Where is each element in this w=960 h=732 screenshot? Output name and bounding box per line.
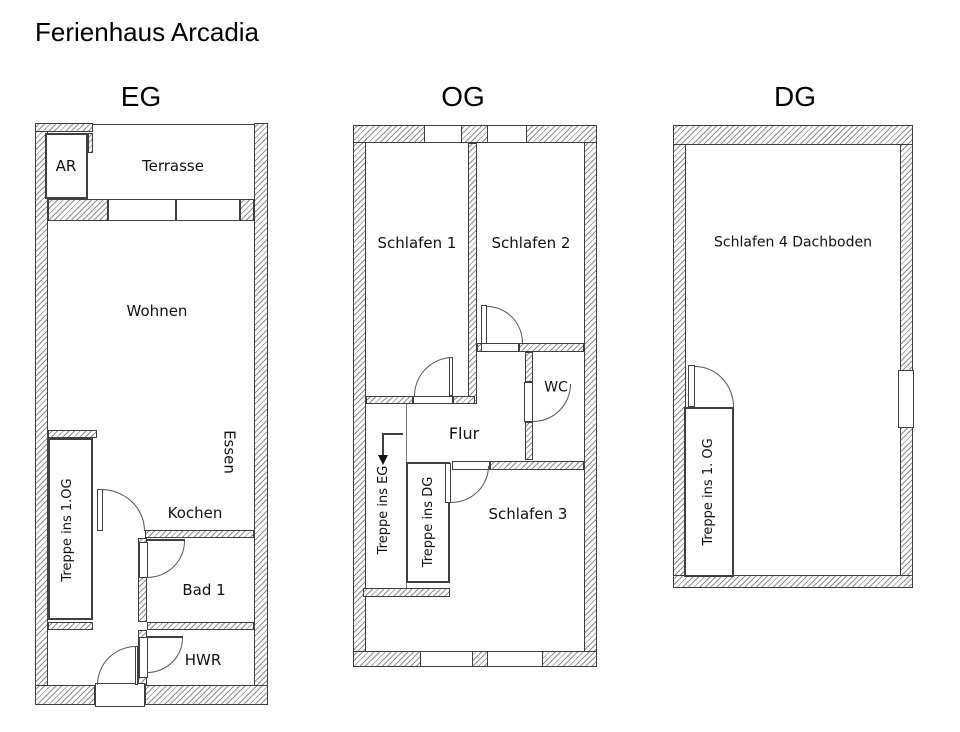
og-wall-stair-stub [363,588,450,597]
eg-wall-stub-below-stair [48,622,93,630]
eg-label-terrasse: Terrasse [142,156,204,175]
og-label-flur: Flur [448,424,480,444]
eg-terrace-window-2 [176,199,240,221]
eg-label-wohnen: Wohnen [126,301,188,320]
eg-label-hwr: HWR [184,650,222,669]
og-label-schlafen2: Schlafen 2 [491,233,571,252]
og-window-bottom-2 [487,651,543,667]
og-wall-wc-lower [525,422,533,460]
og-s2-door-arc [487,306,523,343]
og-wall-right [584,125,597,667]
og-s1-door-frame [413,396,453,404]
eg-wall-bottom-right [145,685,268,705]
og-label-treppe-eg: Treppe ins EG [375,465,391,555]
og-label-wc: WC [544,379,568,396]
og-s1-door-arc [414,357,453,396]
eg-wall-terrace-band-right [240,199,254,221]
eg-wall-bad-hwr-band [147,622,254,630]
eg-entry-door-frame [95,683,145,707]
eg-terrace-edge-line [93,124,254,125]
eg-wall-kochen-band [145,530,254,538]
og-wall-wc-upper [525,352,533,382]
og-wall-left [353,125,366,667]
og-s2-door-frame [481,343,519,352]
og-label-treppe-dg: Treppe ins DG [420,476,436,568]
eg-wall-ar-stub [88,133,93,153]
og-stair-arrow-horizontal [383,433,403,435]
floor-header-dg: DG [774,81,816,112]
dg-label-treppe-og: Treppe ins 1. OG [700,438,716,546]
page-title: Ferienhaus Arcadia [35,17,260,47]
eg-wall-top [35,123,93,132]
og-window-top-2 [487,125,527,143]
og-label-schlafen1: Schlafen 1 [377,233,457,252]
eg-label-bad: Bad 1 [182,580,226,599]
dg-label-schlafen4: Schlafen 4 Dachboden [714,234,872,251]
og-wall-s1-s2 [468,143,477,404]
floor-header-eg: EG [120,81,162,112]
eg-label-kochen: Kochen [167,503,223,522]
og-s3-door-arc [451,466,489,503]
dg-door-arc [695,366,734,407]
floor-header-og: OG [441,81,485,112]
og-wall-top [353,125,597,143]
og-stair-arrow-head [378,455,388,465]
og-label-schlafen3: Schlafen 3 [488,504,568,523]
eg-hwr-door-arc [147,638,183,673]
dg-door-leaf [688,365,695,407]
eg-wall-left [35,123,48,705]
og-wc-door-frame [524,382,533,422]
og-wall-bottom [353,651,597,667]
eg-terrace-window-1 [108,199,176,221]
dg-wall-top [673,125,913,145]
og-window-bottom-1 [420,651,473,667]
og-wall-s2-band-right [519,343,584,352]
eg-kochen-door-arc [101,489,145,531]
dg-window-right [898,370,914,428]
eg-wall-terrace-band-left [48,199,108,221]
og-wall-s3-band [490,461,584,470]
og-wall-s1-band-right [453,396,475,404]
og-stair-arrow-vertical [382,433,384,455]
og-window-top-1 [424,125,462,143]
eg-wall-stair-top-stub [48,430,97,438]
eg-label-treppe: Treppe ins 1.OG [59,478,75,582]
eg-wall-right [254,123,268,705]
eg-wall-bottom-left [35,685,95,705]
eg-entry-door-arc [97,646,136,685]
dg-wall-right [900,125,913,588]
eg-bad-door-arc [147,541,185,578]
eg-label-essen: Essen [220,430,239,474]
eg-label-ar: AR [55,156,77,175]
og-wall-s1-band-left [366,396,413,404]
